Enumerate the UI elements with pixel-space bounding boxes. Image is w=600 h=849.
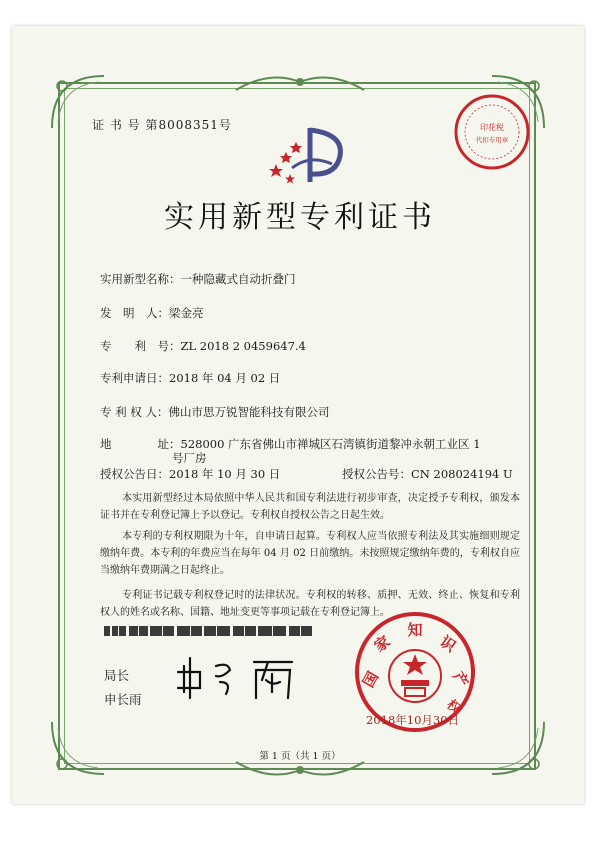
field-label: 发 明 人：	[100, 306, 169, 320]
seal-date: 2018年10月30日	[366, 713, 460, 727]
field-grant-date	[100, 466, 280, 482]
field-value: CN 208024194 U	[411, 467, 513, 481]
patent-office-logo	[262, 124, 346, 190]
signatory-title: 局长	[104, 668, 130, 683]
field-label: 授权公告日：	[100, 467, 169, 481]
field-label: 专 利 号：	[100, 339, 181, 353]
certificate-title: 实用新型专利证书	[164, 200, 436, 235]
field-address	[100, 436, 481, 452]
svg-text:权: 权	[443, 697, 464, 718]
paragraph-term-and-fees: 本专利的专利权期限为十年，自申请日起算。专利权人应当依照专利法及其实施细则规定缴纳年费。本专利的年费应当在每年 04 月 02 日前缴纳。未按照规定缴纳年费的，专利权自应当缴纳年费期满之日起终止。	[100, 531, 520, 576]
field-value: 528000 广东省佛山市禅城区石湾镇街道黎冲永朝工业区 1	[180, 437, 481, 451]
field-value: 2018 年 04 月 02 日	[169, 371, 281, 385]
field-label: 实用新型名称：	[100, 272, 181, 286]
field-utility-model-name	[100, 271, 296, 287]
page-footer: 第 1 页（共 1 页）	[259, 751, 341, 762]
svg-text:印花税: 印花税	[480, 123, 504, 132]
certificate-number: 证 书 号 第8008351号	[92, 118, 232, 132]
svg-text:知: 知	[407, 621, 423, 639]
signatory-name: 申长雨	[104, 692, 142, 707]
svg-text:代扣专用章: 代扣专用章	[475, 136, 509, 144]
paragraph-legal-status: 专利证书记载专利权登记时的法律状况。专利权的转移、质押、无效、终止、恢复和专利权人的姓名或名称、国籍、地址变更等事项记载在专利登记簿上。	[100, 590, 520, 618]
field-value: 佛山市思万锐智能科技有限公司	[168, 405, 330, 419]
barcode-strip	[104, 626, 312, 636]
field-inventor	[100, 305, 204, 321]
svg-text:国: 国	[359, 668, 383, 691]
field-label: 专利申请日：	[100, 371, 169, 385]
field-address-continued: 号厂房	[172, 451, 207, 465]
svg-text:识: 识	[436, 632, 460, 656]
field-grant-publication-number	[342, 466, 513, 482]
field-label: 地 址：	[100, 437, 181, 451]
body-text	[100, 490, 520, 621]
handwritten-signature	[172, 652, 322, 702]
field-patent-number	[100, 338, 306, 354]
signatory-block	[104, 664, 142, 712]
svg-text:产: 产	[448, 668, 472, 691]
svg-text:家: 家	[370, 632, 394, 656]
field-application-date	[100, 370, 280, 386]
tax-stamp-icon	[452, 92, 532, 172]
top-center-ornament	[230, 68, 370, 96]
field-label: 授权公告号：	[342, 467, 411, 481]
field-patentee	[100, 404, 329, 420]
field-value: 梁金亮	[169, 306, 204, 320]
field-label: 专 利 权 人：	[100, 405, 169, 419]
paragraph-grant-decision: 本实用新型经过本局依照中华人民共和国专利法进行初步审查，决定授予专利权，颁发本证书并在专利登记簿上予以登记。专利权自授权公告之日起生效。	[100, 493, 520, 521]
field-value: ZL 2018 2 0459647.4	[180, 339, 306, 353]
field-value: 一种隐藏式自动折叠门	[180, 272, 296, 286]
field-value: 2018 年 10 月 30 日	[169, 467, 281, 481]
